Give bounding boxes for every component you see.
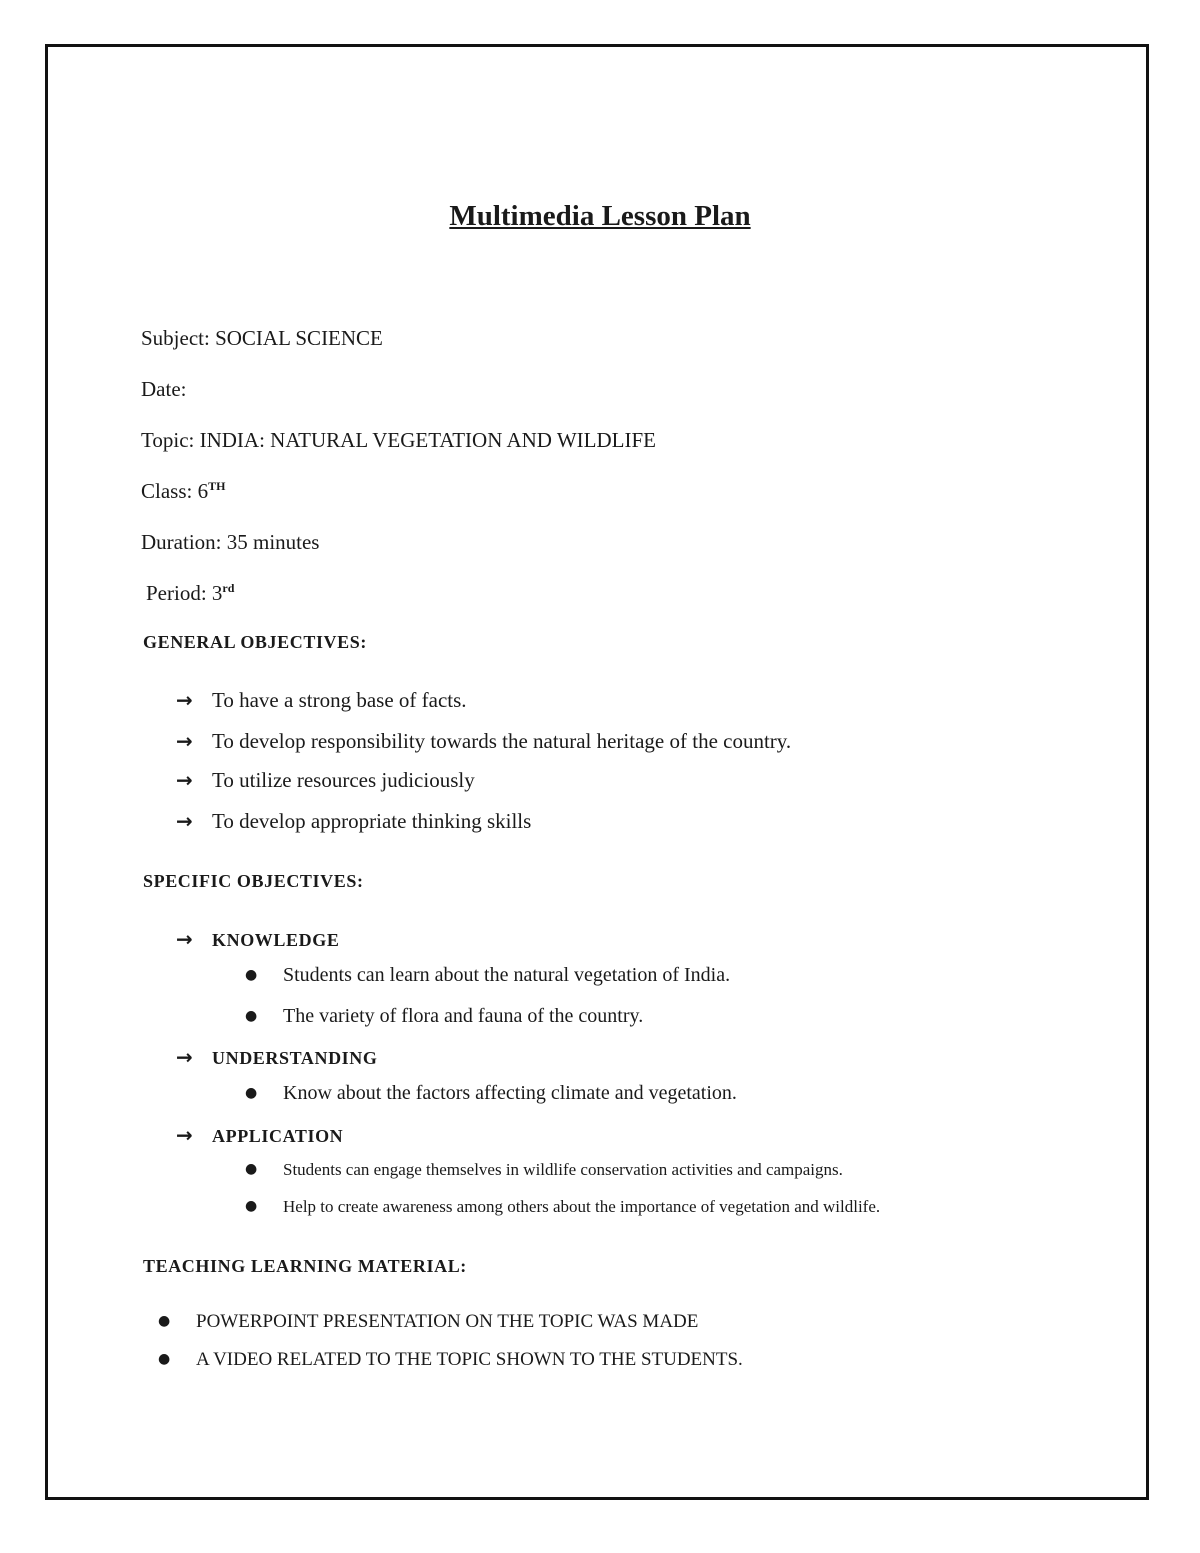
arrow-right-icon: →	[176, 688, 193, 712]
general-objective-item: → To develop responsibility towards the natural heritage of the country.	[176, 729, 792, 753]
class-label: Class: 6	[141, 479, 209, 503]
bullet-icon: ●	[158, 1313, 171, 1329]
period-superscript: rd	[222, 581, 235, 595]
class-field	[141, 479, 225, 504]
understanding-heading: → UNDERSTANDING	[176, 1045, 378, 1069]
duration-field: Duration: 35 minutes	[141, 530, 320, 554]
arrow-right-icon: →	[176, 809, 193, 833]
topic-field: Topic: INDIA: NATURAL VEGETATION AND WILDLIFE	[141, 428, 656, 452]
teaching-material-item: ● A VIDEO RELATED TO THE TOPIC SHOWN TO THE STUDENTS.	[158, 1349, 743, 1370]
arrow-right-icon: →	[176, 927, 194, 951]
arrow-right-icon: →	[176, 729, 193, 753]
knowledge-item: ● The variety of flora and fauna of the country.	[245, 1005, 644, 1027]
class-superscript: TH	[208, 479, 226, 493]
bullet-icon: ●	[245, 967, 258, 983]
general-objective-item: → To develop appropriate thinking skills	[176, 809, 532, 833]
knowledge-item: ● Students can learn about the natural vegetation of India.	[245, 964, 731, 986]
general-objective-item: → To utilize resources judiciously	[176, 768, 475, 792]
bullet-icon: ●	[245, 1161, 258, 1177]
teaching-material-heading: TEACHING LEARNING MATERIAL:	[143, 1256, 467, 1276]
period-label: Period: 3	[146, 581, 223, 605]
period-field	[146, 581, 234, 606]
bullet-icon: ●	[158, 1351, 171, 1367]
bullet-icon: ●	[245, 1085, 258, 1101]
page-title: Multimedia Lesson Plan	[449, 200, 751, 232]
general-objectives-heading: GENERAL OBJECTIVES:	[143, 632, 367, 652]
general-objective-item: → To have a strong base of facts.	[176, 688, 467, 712]
bullet-icon: ●	[245, 1198, 258, 1214]
arrow-right-icon: →	[176, 1123, 194, 1147]
application-item: ● Help to create awareness among others about the importance of vegetation and wildlife.	[245, 1197, 881, 1216]
specific-objectives-heading: SPECIFIC OBJECTIVES:	[143, 871, 364, 891]
application-item: ● Students can engage themselves in wildlife conservation activities and campaigns.	[245, 1160, 843, 1179]
knowledge-heading: → KNOWLEDGE	[176, 927, 340, 951]
teaching-material-item: ● POWERPOINT PRESENTATION ON THE TOPIC WAS MADE	[158, 1311, 699, 1332]
application-heading: → APPLICATION	[176, 1123, 344, 1147]
date-field: Date:	[141, 377, 187, 401]
bullet-icon: ●	[245, 1008, 258, 1024]
arrow-right-icon: →	[176, 1045, 194, 1069]
arrow-right-icon: →	[176, 768, 193, 792]
understanding-item: ● Know about the factors affecting climate and vegetation.	[245, 1082, 737, 1104]
subject-field: Subject: SOCIAL SCIENCE	[141, 326, 383, 350]
